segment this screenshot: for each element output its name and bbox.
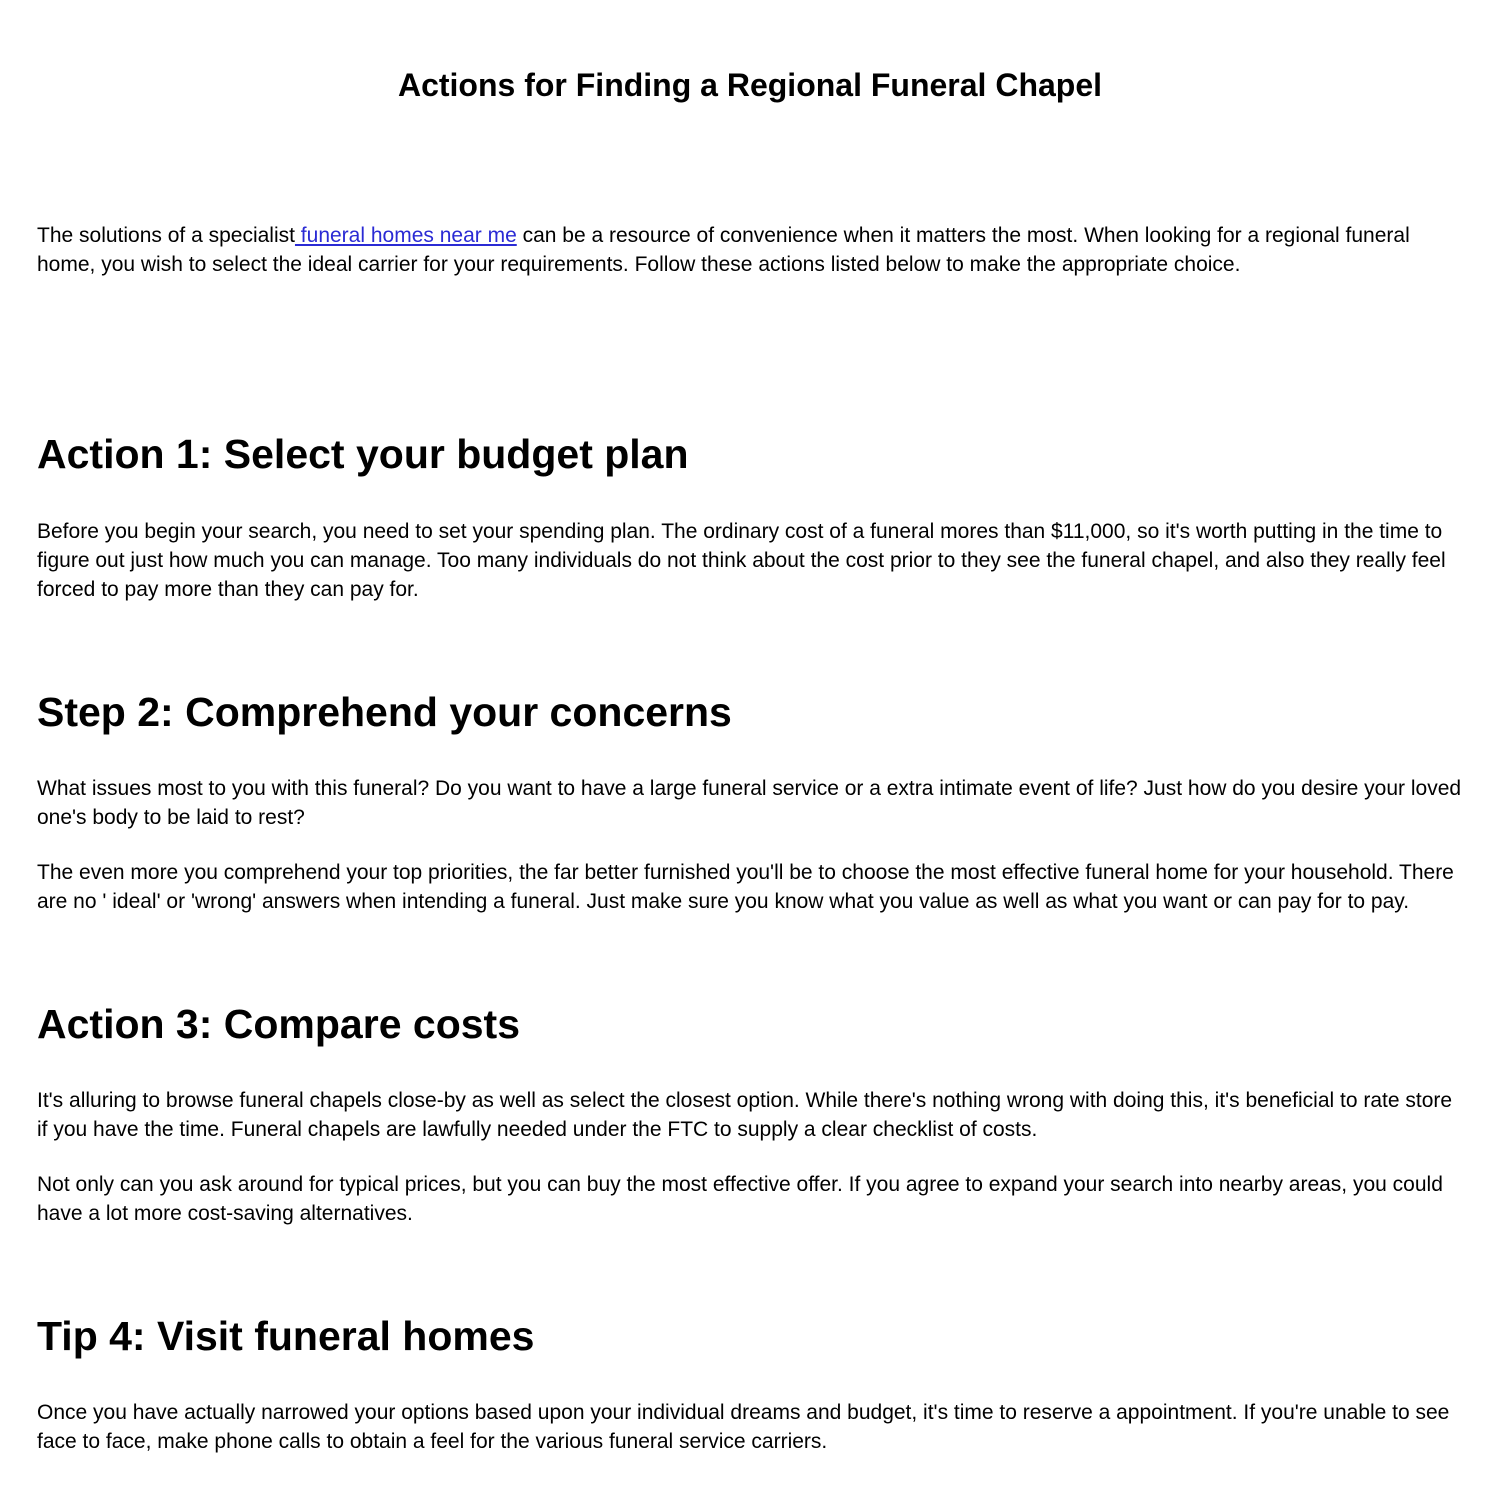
section-heading-action-3: Action 3: Compare costs: [37, 1000, 520, 1047]
vertical-spacer: [37, 305, 1463, 346]
intro-text-before: The solutions of a specialist: [37, 224, 295, 248]
section-paragraph: It's alluring to browse funeral chapels close-by as well as select the closest option. While there's nothing wrong with doing this, it's beneficial to rate store if you have the time. Funeral chapels are lawfully needed under the FTC to supply a clear checklist of costs.: [37, 1088, 1453, 1141]
section-paragraph: What issues most to you with this funeral? Do you want to have a large funeral service or a extra intimate event of life? Just how do you desire your loved one's body to be laid to rest?: [37, 776, 1462, 829]
section-heading-tip-4: Tip 4: Visit funeral homes: [37, 1312, 535, 1359]
funeral-homes-link[interactable]: funeral homes near me: [294, 224, 517, 248]
section-heading-step-2: Step 2: Comprehend your concerns: [37, 688, 732, 735]
section-paragraph: Before you begin your search, you need to set your spending plan. The ordinary cost of a funeral mores than $11,000, so it's worth putting in the time to figure out just how much you can manage. Too many individuals do not think about the cost prior to they see the funeral chapel, and also they really feel forced to pay more than they can pay for.: [37, 519, 1446, 601]
section-heading-action-1: Action 1: Select your budget plan: [37, 431, 689, 478]
section-paragraph: Once you have actually narrowed your options based upon your individual dreams and budget, it's time to reserve a appointment. If you're unable to see face to face, make phone calls to obtain a feel for the various funeral service carriers.: [37, 1400, 1450, 1453]
section-action-3: [37, 1001, 1463, 1228]
section-paragraph: Not only can you ask around for typical prices, but you can buy the most effective offer. If you agree to expand your search into nearby areas, you could have a lot more cost-saving alternatives.: [37, 1172, 1443, 1225]
section-tip-4: [37, 1313, 1463, 1456]
intro-text-after: can be a resource of convenience when it matters the most. When looking for a regional funeral home, you wish to select the ideal carrier for your requirements. Follow these actions listed below to make the appropriate choice.: [37, 224, 1410, 277]
section-action-1: [37, 431, 1463, 603]
intro-paragraph: [37, 221, 1463, 279]
section-paragraph: The even more you comprehend your top priorities, the far better furnished you'll be to choose the most effective funeral home for your household. There are no ' ideal' or 'wrong' answers when intending a funeral. Just make sure you know what you value as well as what you want or can pay for to pay.: [37, 860, 1454, 913]
section-step-2: [37, 689, 1463, 916]
page-title: Actions for Finding a Regional Funeral Chapel: [397, 67, 1103, 103]
